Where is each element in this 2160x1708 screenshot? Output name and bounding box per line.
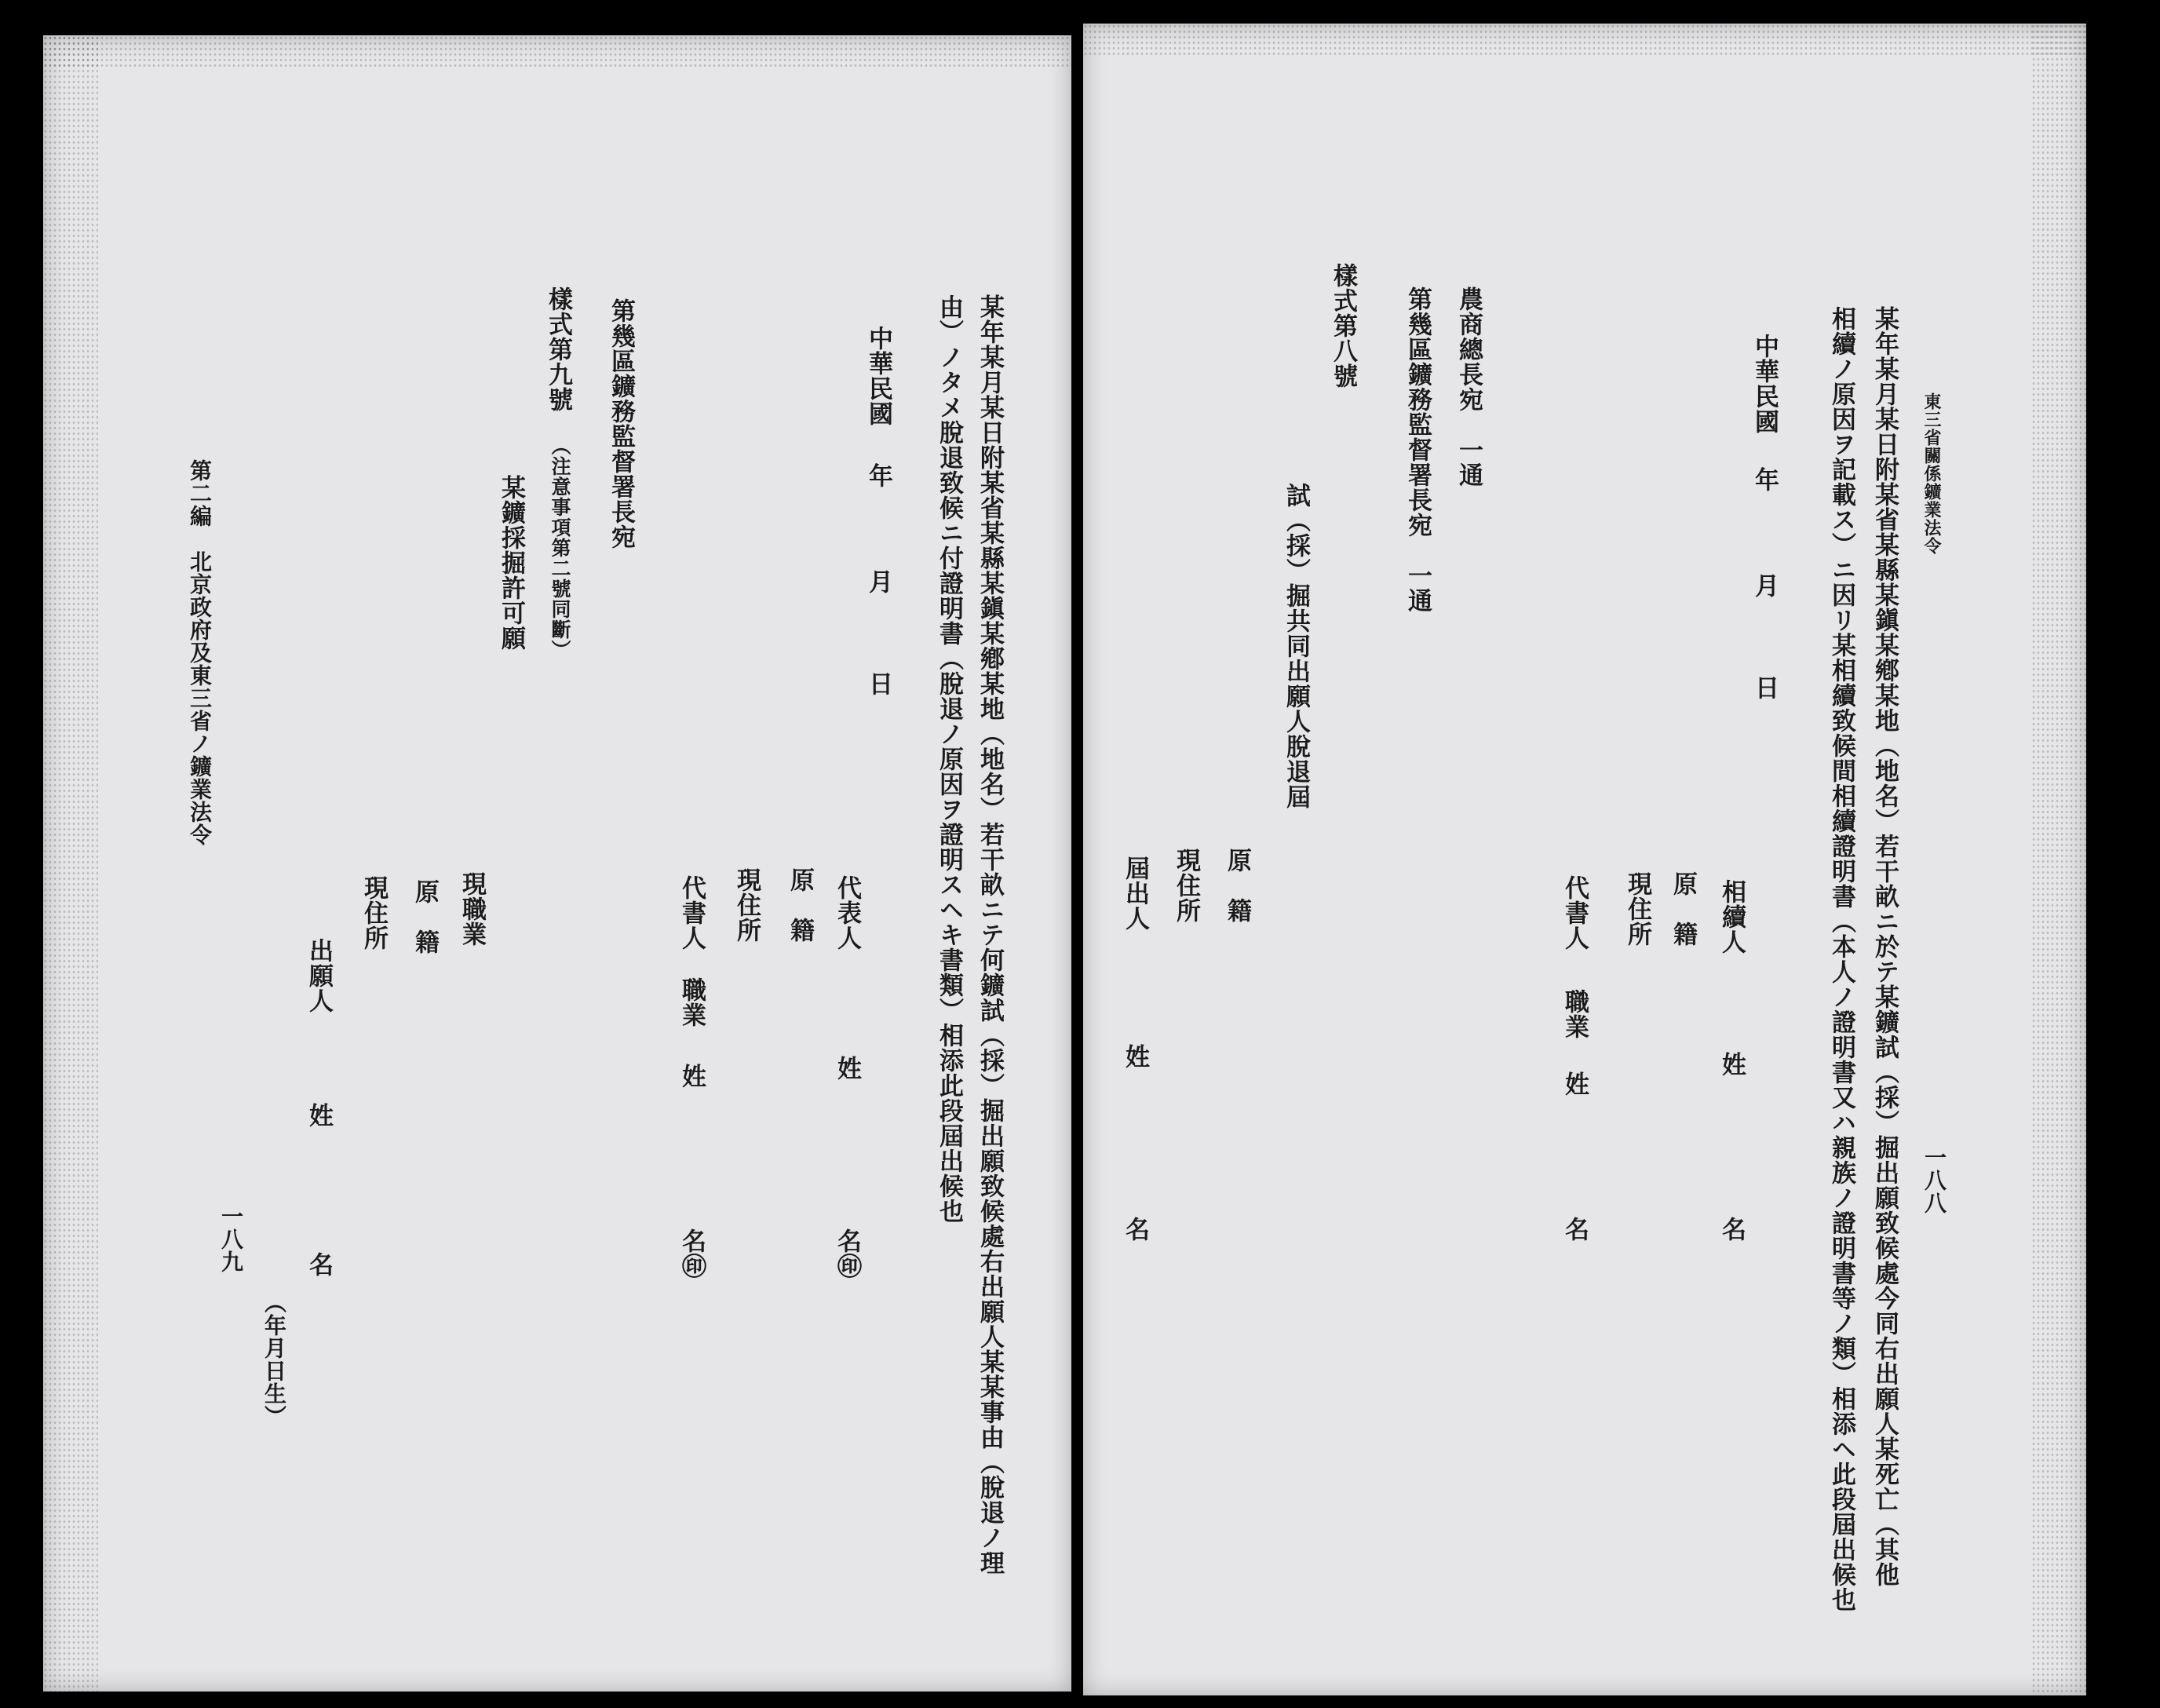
- origin-label-2: 原 籍: [410, 879, 439, 954]
- right-page: [1083, 24, 2086, 1695]
- agent-surname: 姓: [677, 1064, 706, 1089]
- date-month: 月: [1750, 573, 1779, 598]
- form-number: 樣式第九號: [544, 286, 572, 412]
- addressee-2: 第幾區鑛務監督署長宛 一通: [1403, 286, 1432, 613]
- running-foot: 第二編 北京政府及東三省ノ鑛業法令: [187, 459, 213, 846]
- form-number: 樣式第八號: [1329, 263, 1357, 389]
- agent-surname: 姓: [1560, 1071, 1589, 1097]
- addressee: 第幾區鑛務監督署長宛: [607, 298, 635, 549]
- residence-label: 現住所: [1623, 871, 1651, 947]
- applicant-surname: 姓: [305, 1103, 333, 1128]
- date-year: 年: [864, 463, 892, 488]
- residence-label: 現住所: [732, 867, 761, 943]
- residence-label-2: 現住所: [359, 875, 388, 951]
- body-line-2: 相續ノ原因ヲ記載ス）ニ因リ某相續致候間相續證明書（本人ノ證明書又ハ親族ノ證明書等ノ類）相添ヘ此段屆出候也: [1827, 306, 1855, 1612]
- page-edge-speckle: [43, 35, 98, 1692]
- running-head: 東三省關係鑛業法令: [1921, 392, 1942, 555]
- heir-surname: 姓: [1717, 1052, 1746, 1077]
- page-edge-speckle: [2031, 24, 2086, 1695]
- agent-label: 代書人: [1560, 875, 1589, 951]
- form-title: 某鑛採掘許可願: [497, 475, 525, 651]
- origin-label: 原 籍: [786, 867, 814, 943]
- date-year: 年: [1750, 467, 1779, 492]
- form-title: 試（採）掘共同出願人脫退屆: [1282, 483, 1310, 809]
- agent-name: 名㊞: [677, 1228, 706, 1279]
- representative-name: 名㊞: [833, 1228, 861, 1279]
- date-era: 中華民國: [864, 326, 892, 426]
- page-edge-speckle: [1083, 24, 2086, 55]
- page-edge-speckle: [43, 35, 1071, 67]
- notifier-label: 屆出人: [1121, 856, 1149, 931]
- representative-surname: 姓: [833, 1056, 861, 1081]
- page-number: 一八八: [1921, 1146, 1947, 1214]
- residence-label-2: 現住所: [1172, 848, 1200, 923]
- date-day: 日: [864, 671, 892, 696]
- left-page: [43, 35, 1071, 1692]
- applicant-name: 名: [305, 1252, 333, 1277]
- addressee-1: 農商總長宛 一通: [1454, 286, 1483, 487]
- agent-label: 代書人: [677, 875, 706, 951]
- body-line-1: 某年某月某日附某省某縣某鎭某鄕某地（地名）若干畝ニテ何鑛試（採）掘出願致候處右出願人某某事由（脫退ノ理: [976, 294, 1004, 1575]
- applicant-label: 出願人: [305, 938, 333, 1013]
- heir-name: 名: [1717, 1217, 1746, 1242]
- origin-label: 原 籍: [1669, 871, 1697, 947]
- date-era: 中華民國: [1750, 334, 1779, 434]
- notifier-surname: 姓: [1121, 1044, 1149, 1069]
- occupation-label: 現職業: [458, 871, 486, 947]
- applicant-birth: （年月日生）: [261, 1291, 287, 1428]
- agent-occupation: 職業: [677, 977, 706, 1027]
- body-line-1: 某年某月某日附某省某縣某鎭某鄕某地（地名）若干畝ニ於テ某鑛試（採）掘出願致候處今同右出願人某死亡（其他: [1870, 306, 1899, 1587]
- notifier-name: 名: [1121, 1217, 1149, 1242]
- representative-label: 代表人: [833, 875, 861, 951]
- origin-label-2: 原 籍: [1223, 848, 1251, 923]
- form-note: （注意事項第二號同斷）: [549, 436, 571, 660]
- agent-name: 名: [1560, 1217, 1589, 1242]
- heir-label: 相續人: [1717, 879, 1746, 954]
- body-line-2: 由）ノタメ脫退致候ニ付證明書（脫退ノ原因ヲ證明スヘキ書類）相添此段屆出候也: [935, 294, 963, 1224]
- date-month: 月: [864, 569, 892, 594]
- date-day: 日: [1750, 675, 1779, 700]
- agent-occupation: 職業: [1560, 989, 1589, 1039]
- page-number: 一八九: [218, 1205, 244, 1273]
